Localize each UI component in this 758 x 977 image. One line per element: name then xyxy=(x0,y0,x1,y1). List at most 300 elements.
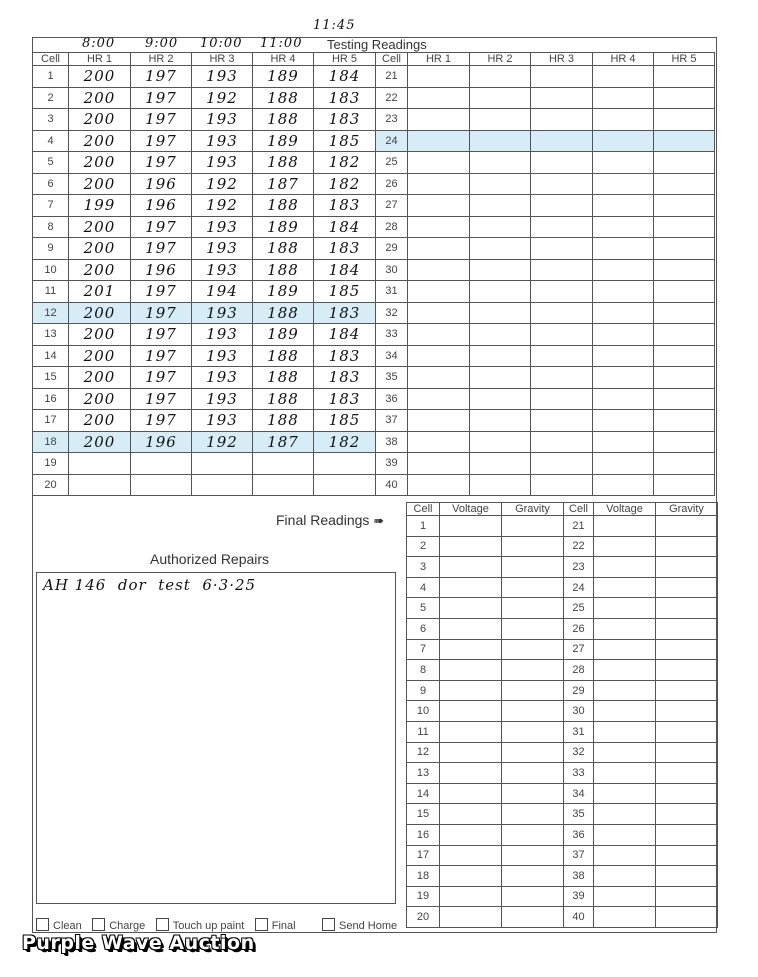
checkbox-charge[interactable] xyxy=(92,920,145,932)
voltage-field[interactable] xyxy=(440,577,502,598)
hr-reading[interactable]: 200 xyxy=(69,173,131,195)
gravity-field[interactable] xyxy=(656,598,718,619)
hr-reading[interactable] xyxy=(593,87,654,109)
hr-reading[interactable] xyxy=(531,474,593,496)
hr-reading[interactable] xyxy=(470,345,531,367)
hr-reading[interactable]: 197 xyxy=(131,238,192,260)
voltage-field[interactable] xyxy=(594,639,656,660)
hr-reading[interactable] xyxy=(593,173,654,195)
gravity-field[interactable] xyxy=(502,701,564,722)
hr-reading[interactable] xyxy=(654,474,715,496)
hr-reading[interactable]: 196 xyxy=(131,173,192,195)
hr-reading[interactable] xyxy=(470,410,531,432)
hr-reading[interactable]: 192 xyxy=(192,87,253,109)
voltage-field[interactable] xyxy=(440,516,502,537)
hr-reading[interactable] xyxy=(531,130,593,152)
hr-reading[interactable] xyxy=(470,474,531,496)
gravity-field[interactable] xyxy=(656,701,718,722)
hr-reading[interactable]: 197 xyxy=(131,66,192,88)
hr-reading[interactable]: 184 xyxy=(314,259,376,281)
hr-reading[interactable] xyxy=(654,195,715,217)
hr-reading[interactable] xyxy=(470,281,531,303)
hr-reading[interactable] xyxy=(593,216,654,238)
hr-reading[interactable] xyxy=(470,431,531,453)
hr-reading[interactable] xyxy=(408,474,470,496)
voltage-field[interactable] xyxy=(594,783,656,804)
hr-reading[interactable]: 187 xyxy=(253,173,314,195)
hr-reading[interactable]: 193 xyxy=(192,259,253,281)
checkbox-box[interactable] xyxy=(36,918,49,931)
hr-reading[interactable]: 184 xyxy=(314,324,376,346)
gravity-field[interactable] xyxy=(502,660,564,681)
hr-reading[interactable] xyxy=(408,173,470,195)
hr-reading[interactable] xyxy=(531,216,593,238)
gravity-field[interactable] xyxy=(502,886,564,907)
voltage-field[interactable] xyxy=(594,824,656,845)
hr-reading[interactable]: 189 xyxy=(253,281,314,303)
hr-reading[interactable] xyxy=(253,474,314,496)
hr-reading[interactable]: 197 xyxy=(131,367,192,389)
hr-reading[interactable]: 184 xyxy=(314,216,376,238)
hr-reading[interactable]: 193 xyxy=(192,152,253,174)
hr-reading[interactable]: 188 xyxy=(253,109,314,131)
gravity-field[interactable] xyxy=(656,577,718,598)
hr-reading[interactable] xyxy=(593,474,654,496)
hr-reading[interactable]: 193 xyxy=(192,367,253,389)
hr-reading[interactable]: 185 xyxy=(314,281,376,303)
hr-reading[interactable]: 197 xyxy=(131,152,192,174)
hr-reading[interactable] xyxy=(470,173,531,195)
hr-reading[interactable] xyxy=(593,259,654,281)
gravity-field[interactable] xyxy=(502,742,564,763)
checkbox-box[interactable] xyxy=(322,918,335,931)
checkbox-box[interactable] xyxy=(255,918,268,931)
hr-reading[interactable]: 200 xyxy=(69,388,131,410)
hr-reading[interactable] xyxy=(408,388,470,410)
hr-reading[interactable] xyxy=(408,195,470,217)
table-row xyxy=(407,804,718,825)
voltage-field[interactable] xyxy=(440,886,502,907)
gravity-field[interactable] xyxy=(656,845,718,866)
gravity-field[interactable] xyxy=(502,680,564,701)
hr-reading[interactable] xyxy=(470,324,531,346)
hr-reading[interactable] xyxy=(531,453,593,475)
hr-reading[interactable]: 193 xyxy=(192,345,253,367)
voltage-field[interactable] xyxy=(594,618,656,639)
gravity-field[interactable] xyxy=(656,783,718,804)
voltage-field[interactable] xyxy=(440,845,502,866)
hr-reading[interactable] xyxy=(314,474,376,496)
hr-reading[interactable] xyxy=(593,130,654,152)
hr-reading[interactable] xyxy=(408,345,470,367)
gravity-field[interactable] xyxy=(656,618,718,639)
hr-reading[interactable]: 200 xyxy=(69,259,131,281)
voltage-field[interactable] xyxy=(440,557,502,578)
cell-number: 24 xyxy=(564,577,594,598)
voltage-field[interactable] xyxy=(594,907,656,928)
hr-reading[interactable]: 188 xyxy=(253,302,314,324)
hr-reading[interactable]: 189 xyxy=(253,130,314,152)
voltage-field[interactable] xyxy=(594,866,656,887)
hr-reading[interactable] xyxy=(470,66,531,88)
voltage-field[interactable] xyxy=(440,701,502,722)
hr-reading[interactable] xyxy=(593,345,654,367)
hr-reading[interactable]: 193 xyxy=(192,410,253,432)
hr-reading[interactable]: 183 xyxy=(314,388,376,410)
hr-reading[interactable] xyxy=(470,87,531,109)
gravity-field[interactable] xyxy=(656,536,718,557)
gravity-field[interactable] xyxy=(502,639,564,660)
gravity-field[interactable] xyxy=(656,516,718,537)
hr-reading[interactable]: 197 xyxy=(131,87,192,109)
voltage-field[interactable] xyxy=(594,577,656,598)
hr-reading[interactable] xyxy=(531,388,593,410)
gravity-field[interactable] xyxy=(502,804,564,825)
gravity-field[interactable] xyxy=(502,845,564,866)
hr-reading[interactable] xyxy=(470,302,531,324)
hr-reading[interactable] xyxy=(408,87,470,109)
voltage-field[interactable] xyxy=(440,763,502,784)
hr-reading[interactable] xyxy=(192,453,253,475)
hr-reading[interactable] xyxy=(470,388,531,410)
hr-reading[interactable]: 188 xyxy=(253,259,314,281)
hr-reading[interactable]: 197 xyxy=(131,130,192,152)
hr-reading[interactable] xyxy=(531,66,593,88)
gravity-field[interactable] xyxy=(656,907,718,928)
col-header: HR 5 xyxy=(314,53,376,66)
hr-reading[interactable]: 188 xyxy=(253,410,314,432)
hr-reading[interactable] xyxy=(470,367,531,389)
hr-reading[interactable]: 193 xyxy=(192,238,253,260)
hr-reading[interactable] xyxy=(531,345,593,367)
hr-reading[interactable] xyxy=(531,324,593,346)
hr-reading[interactable] xyxy=(593,281,654,303)
hr-reading[interactable] xyxy=(654,173,715,195)
checkbox-clean[interactable] xyxy=(36,920,82,932)
gravity-field[interactable] xyxy=(656,680,718,701)
hr-reading[interactable]: 189 xyxy=(253,216,314,238)
hr-reading[interactable] xyxy=(654,87,715,109)
hr-reading[interactable] xyxy=(654,410,715,432)
voltage-field[interactable] xyxy=(440,660,502,681)
hr-reading[interactable]: 197 xyxy=(131,388,192,410)
hr-reading[interactable] xyxy=(654,453,715,475)
gravity-field[interactable] xyxy=(656,866,718,887)
hr-reading[interactable] xyxy=(470,453,531,475)
gravity-field[interactable] xyxy=(502,557,564,578)
hr-reading[interactable]: 185 xyxy=(314,130,376,152)
hr-reading[interactable]: 196 xyxy=(131,431,192,453)
hr-reading[interactable]: 188 xyxy=(253,87,314,109)
hr-reading[interactable] xyxy=(470,238,531,260)
hr-reading[interactable] xyxy=(470,130,531,152)
hr-reading[interactable]: 193 xyxy=(192,216,253,238)
hr-reading[interactable] xyxy=(593,109,654,131)
hr-reading[interactable] xyxy=(131,474,192,496)
voltage-field[interactable] xyxy=(440,639,502,660)
hr-reading[interactable]: 189 xyxy=(253,66,314,88)
hr-reading[interactable] xyxy=(408,453,470,475)
gravity-field[interactable] xyxy=(502,866,564,887)
hr-reading[interactable]: 187 xyxy=(253,431,314,453)
hr-reading[interactable] xyxy=(531,238,593,260)
gravity-field[interactable] xyxy=(656,742,718,763)
hr-reading[interactable] xyxy=(593,453,654,475)
hr-reading[interactable]: 193 xyxy=(192,324,253,346)
hr-reading[interactable] xyxy=(408,431,470,453)
hr-reading[interactable]: 200 xyxy=(69,109,131,131)
hr-reading[interactable] xyxy=(470,195,531,217)
checkbox-send-home[interactable] xyxy=(322,920,397,932)
hr-reading[interactable] xyxy=(470,259,531,281)
hr-reading[interactable] xyxy=(253,453,314,475)
hr-reading[interactable] xyxy=(593,195,654,217)
gravity-field[interactable] xyxy=(502,783,564,804)
hr-reading[interactable] xyxy=(408,302,470,324)
hr-reading[interactable]: 197 xyxy=(131,302,192,324)
hr-reading[interactable] xyxy=(654,238,715,260)
hr-reading[interactable]: 189 xyxy=(253,324,314,346)
hr-reading[interactable] xyxy=(531,302,593,324)
hr-reading[interactable] xyxy=(531,259,593,281)
hr-reading[interactable]: 200 xyxy=(69,302,131,324)
voltage-field[interactable] xyxy=(594,536,656,557)
hr-reading[interactable]: 193 xyxy=(192,130,253,152)
hr-reading[interactable]: 200 xyxy=(69,66,131,88)
cell-number: 3 xyxy=(33,109,69,131)
hr-reading[interactable]: 199 xyxy=(69,195,131,217)
checkbox-label: Clean xyxy=(53,920,82,932)
hr-reading[interactable]: 188 xyxy=(253,238,314,260)
hr-reading[interactable] xyxy=(654,66,715,88)
hr-reading[interactable]: 197 xyxy=(131,410,192,432)
gravity-field[interactable] xyxy=(502,824,564,845)
hr-reading[interactable] xyxy=(531,410,593,432)
hr-reading[interactable] xyxy=(654,302,715,324)
voltage-field[interactable] xyxy=(594,680,656,701)
hr-reading[interactable]: 197 xyxy=(131,345,192,367)
hr-reading[interactable]: 200 xyxy=(69,130,131,152)
hr-reading[interactable] xyxy=(69,453,131,475)
table-row xyxy=(33,109,715,131)
hr-reading[interactable] xyxy=(593,152,654,174)
hr-reading[interactable]: 192 xyxy=(192,431,253,453)
hr-reading[interactable]: 200 xyxy=(69,367,131,389)
hr-reading[interactable] xyxy=(408,216,470,238)
hr-reading[interactable]: 197 xyxy=(131,216,192,238)
hr1-time: 8:00 xyxy=(82,36,116,51)
voltage-field[interactable] xyxy=(594,845,656,866)
voltage-field[interactable] xyxy=(440,907,502,928)
hr-reading[interactable]: 185 xyxy=(314,410,376,432)
hr-reading[interactable]: 200 xyxy=(69,345,131,367)
hr-reading[interactable]: 183 xyxy=(314,238,376,260)
hr-reading[interactable]: 188 xyxy=(253,388,314,410)
hr-reading[interactable]: 183 xyxy=(314,109,376,131)
voltage-field[interactable] xyxy=(594,742,656,763)
gravity-field[interactable] xyxy=(502,907,564,928)
hr-reading[interactable] xyxy=(593,431,654,453)
hr-reading[interactable] xyxy=(593,388,654,410)
hr-reading[interactable]: 193 xyxy=(192,66,253,88)
gravity-field[interactable] xyxy=(656,639,718,660)
hr-reading[interactable]: 183 xyxy=(314,367,376,389)
hr-reading[interactable] xyxy=(408,281,470,303)
hr-reading[interactable]: 183 xyxy=(314,345,376,367)
voltage-field[interactable] xyxy=(594,701,656,722)
voltage-field[interactable] xyxy=(440,721,502,742)
gravity-field[interactable] xyxy=(656,660,718,681)
checkbox-touch-up-paint[interactable] xyxy=(156,920,245,932)
hr-reading[interactable] xyxy=(531,367,593,389)
hr-reading[interactable]: 182 xyxy=(314,431,376,453)
hr-reading[interactable] xyxy=(408,324,470,346)
hr-reading[interactable] xyxy=(654,109,715,131)
hr-reading[interactable] xyxy=(531,195,593,217)
hr-reading[interactable] xyxy=(654,259,715,281)
gravity-field[interactable] xyxy=(502,516,564,537)
hr-reading[interactable] xyxy=(69,474,131,496)
voltage-field[interactable] xyxy=(594,516,656,537)
hr-reading[interactable]: 196 xyxy=(131,195,192,217)
voltage-field[interactable] xyxy=(440,536,502,557)
hr-reading[interactable]: 188 xyxy=(253,367,314,389)
hr-reading[interactable] xyxy=(654,388,715,410)
gravity-field[interactable] xyxy=(502,577,564,598)
hr-reading[interactable]: 194 xyxy=(192,281,253,303)
hr-reading[interactable] xyxy=(408,130,470,152)
col-header: Cell xyxy=(564,503,594,516)
hr-reading[interactable] xyxy=(531,87,593,109)
hr-reading[interactable] xyxy=(654,367,715,389)
hr-reading[interactable] xyxy=(131,453,192,475)
hr-reading[interactable]: 200 xyxy=(69,87,131,109)
hr-reading[interactable]: 200 xyxy=(69,431,131,453)
hr-reading[interactable]: 200 xyxy=(69,410,131,432)
hr-reading[interactable] xyxy=(531,173,593,195)
hr-reading[interactable]: 182 xyxy=(314,173,376,195)
hr-reading[interactable] xyxy=(654,130,715,152)
hr-reading[interactable] xyxy=(593,367,654,389)
gravity-field[interactable] xyxy=(502,721,564,742)
hr-reading[interactable] xyxy=(654,431,715,453)
gravity-field[interactable] xyxy=(656,824,718,845)
hr-reading[interactable]: 193 xyxy=(192,388,253,410)
gravity-field[interactable] xyxy=(656,886,718,907)
hr-reading[interactable]: 182 xyxy=(314,152,376,174)
gravity-field[interactable] xyxy=(656,804,718,825)
hr-reading[interactable]: 183 xyxy=(314,302,376,324)
gravity-field[interactable] xyxy=(502,618,564,639)
hr-reading[interactable] xyxy=(531,109,593,131)
hr-reading[interactable]: 197 xyxy=(131,281,192,303)
hr-reading[interactable]: 200 xyxy=(69,152,131,174)
hr-reading[interactable] xyxy=(593,66,654,88)
hr-reading[interactable] xyxy=(192,474,253,496)
hr-reading[interactable] xyxy=(654,281,715,303)
gravity-field[interactable] xyxy=(502,763,564,784)
voltage-field[interactable] xyxy=(594,721,656,742)
voltage-field[interactable] xyxy=(594,660,656,681)
hr-reading[interactable] xyxy=(408,238,470,260)
hr-reading[interactable] xyxy=(408,152,470,174)
voltage-field[interactable] xyxy=(440,866,502,887)
hr-reading[interactable] xyxy=(408,410,470,432)
hr-reading[interactable]: 192 xyxy=(192,195,253,217)
checkbox-box[interactable] xyxy=(156,918,169,931)
hr-reading[interactable]: 188 xyxy=(253,152,314,174)
voltage-field[interactable] xyxy=(440,742,502,763)
hr-reading[interactable] xyxy=(408,367,470,389)
hr-reading[interactable]: 183 xyxy=(314,87,376,109)
hr-reading[interactable]: 200 xyxy=(69,216,131,238)
voltage-field[interactable] xyxy=(594,598,656,619)
checkbox-box[interactable] xyxy=(92,918,105,931)
voltage-field[interactable] xyxy=(440,598,502,619)
hr-reading[interactable]: 200 xyxy=(69,324,131,346)
voltage-field[interactable] xyxy=(594,763,656,784)
hr-reading[interactable] xyxy=(531,152,593,174)
hr-reading[interactable] xyxy=(408,66,470,88)
hr-reading[interactable] xyxy=(408,259,470,281)
hr-reading[interactable] xyxy=(654,152,715,174)
hr-reading[interactable] xyxy=(470,216,531,238)
hr-reading[interactable] xyxy=(470,152,531,174)
voltage-field[interactable] xyxy=(440,618,502,639)
hr-reading[interactable] xyxy=(531,281,593,303)
hr-reading[interactable]: 197 xyxy=(131,324,192,346)
hr-reading[interactable] xyxy=(654,324,715,346)
voltage-field[interactable] xyxy=(440,680,502,701)
gravity-field[interactable] xyxy=(656,721,718,742)
hr-reading[interactable]: 192 xyxy=(192,173,253,195)
hr-reading[interactable]: 201 xyxy=(69,281,131,303)
hr-reading[interactable]: 183 xyxy=(314,195,376,217)
cell-number: 37 xyxy=(564,845,594,866)
hr-reading[interactable] xyxy=(593,238,654,260)
checkbox-final[interactable] xyxy=(255,920,296,932)
hr-reading[interactable]: 184 xyxy=(314,66,376,88)
hr-reading[interactable]: 188 xyxy=(253,195,314,217)
hr-reading[interactable] xyxy=(593,324,654,346)
hr-reading[interactable] xyxy=(470,109,531,131)
hr-reading[interactable] xyxy=(593,410,654,432)
hr-reading[interactable]: 188 xyxy=(253,345,314,367)
hr-reading[interactable]: 196 xyxy=(131,259,192,281)
hr-reading[interactable] xyxy=(593,302,654,324)
hr-reading[interactable]: 193 xyxy=(192,302,253,324)
voltage-field[interactable] xyxy=(594,804,656,825)
authorized-repairs-box[interactable] xyxy=(36,572,396,904)
voltage-field[interactable] xyxy=(594,557,656,578)
hr-reading[interactable]: 193 xyxy=(192,109,253,131)
gravity-field[interactable] xyxy=(656,557,718,578)
voltage-field[interactable] xyxy=(594,886,656,907)
hr-reading[interactable]: 197 xyxy=(131,109,192,131)
hr-reading[interactable] xyxy=(314,453,376,475)
voltage-field[interactable] xyxy=(440,824,502,845)
hr-reading[interactable] xyxy=(654,216,715,238)
voltage-field[interactable] xyxy=(440,804,502,825)
hr-reading[interactable]: 200 xyxy=(69,238,131,260)
gravity-field[interactable] xyxy=(502,536,564,557)
gravity-field[interactable] xyxy=(502,598,564,619)
hr-reading[interactable] xyxy=(654,345,715,367)
hr-reading[interactable] xyxy=(531,431,593,453)
hr-reading[interactable] xyxy=(408,109,470,131)
voltage-field[interactable] xyxy=(440,783,502,804)
gravity-field[interactable] xyxy=(656,763,718,784)
